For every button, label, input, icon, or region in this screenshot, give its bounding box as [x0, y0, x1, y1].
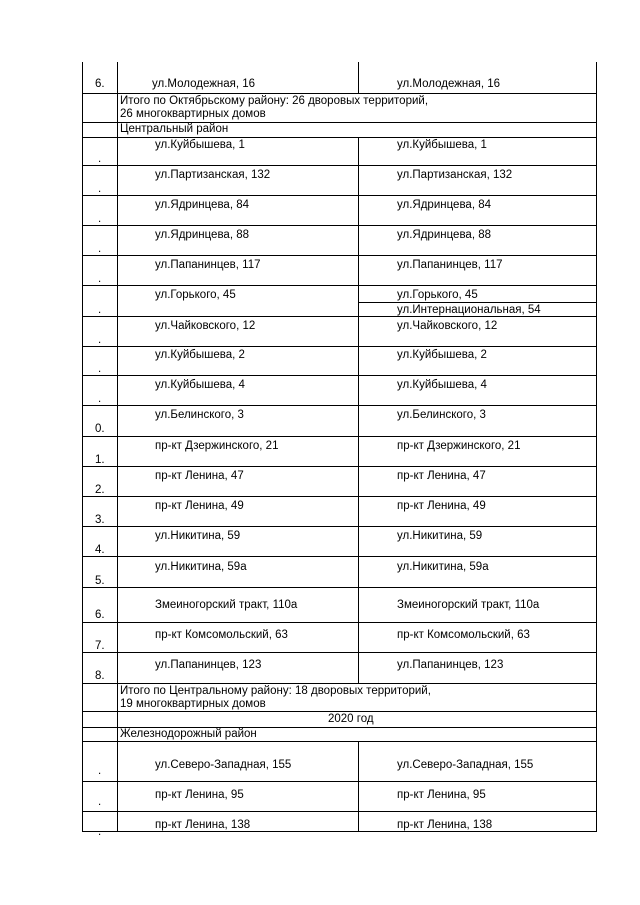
address-cell: ул.Куйбышева, 4 [397, 379, 487, 391]
row-divider [82, 496, 597, 497]
row-divider [82, 195, 597, 196]
row-number: . [98, 765, 102, 777]
row-number: 4. [95, 544, 105, 556]
address-cell: пр-кт Ленина, 95 [155, 789, 244, 801]
table-border-right [596, 62, 597, 831]
row-number: 6. [95, 609, 105, 621]
row-divider [82, 255, 597, 256]
column-divider-address [358, 62, 359, 94]
row-divider [358, 302, 597, 303]
address-cell: ул.Куйбышева, 2 [155, 349, 245, 361]
address-cell: ул.Папанинцев, 123 [155, 659, 262, 671]
address-cell: Змеиногорский тракт, 110а [397, 599, 540, 611]
row-divider [82, 405, 597, 406]
address-cell: ул.Партизанская, 132 [397, 169, 513, 181]
row-number: . [98, 826, 102, 838]
address-cell: ул.Северо-Западная, 155 [155, 759, 292, 771]
address-cell: ул.Интернациональная, 54 [397, 304, 541, 316]
address-cell: ул.Чайковского, 12 [155, 320, 256, 332]
address-cell: пр-кт Ленина, 95 [397, 789, 486, 801]
row-divider [82, 346, 597, 347]
address-cell: пр-кт Ленина, 138 [155, 819, 251, 831]
row-divider [82, 741, 597, 742]
row-number: 5. [95, 575, 105, 587]
address-cell: ул.Горького, 45 [397, 289, 478, 301]
row-divider [82, 711, 597, 712]
address-cell: пр-кт Ленина, 138 [397, 819, 493, 831]
address-cell: ул.Куйбышева, 1 [397, 139, 487, 151]
row-divider [82, 436, 597, 437]
column-divider-address [358, 138, 359, 684]
district-heading: Центральный район [120, 123, 229, 135]
row-number: . [98, 304, 102, 316]
column-divider-address [358, 742, 359, 831]
row-number: 6. [95, 78, 105, 90]
row-divider [82, 137, 597, 138]
row-number: . [98, 273, 102, 285]
address-cell: ул.Папанинцев, 117 [397, 259, 503, 271]
address-cell: пр-кт Ленина, 47 [397, 470, 486, 482]
row-number: . [98, 363, 102, 375]
row-divider [82, 811, 597, 812]
address-cell: ул.Ядринцева, 88 [155, 229, 249, 241]
row-divider [82, 622, 597, 623]
district-summary: Итого по Октябрьскому району: 26 дворовых территорий, [120, 95, 429, 107]
address-cell: ул.Белинского, 3 [397, 409, 486, 421]
row-divider [82, 683, 597, 684]
address-cell: ул.Белинского, 3 [155, 409, 244, 421]
address-cell: ул.Северо-Западная, 155 [397, 759, 534, 771]
address-cell: ул.Куйбышева, 2 [397, 349, 487, 361]
address-cell: ул.Куйбышева, 1 [155, 139, 245, 151]
address-cell: ул.Ядринцева, 84 [155, 199, 249, 211]
row-divider [82, 285, 597, 286]
year-heading: 2020 год [328, 713, 374, 725]
address-cell: ул.Никитина, 59 [155, 530, 241, 542]
row-divider [82, 781, 597, 782]
row-number: . [98, 334, 102, 346]
row-number: 3. [95, 514, 105, 526]
address-cell: ул.Горького, 45 [155, 289, 236, 301]
row-number: . [98, 183, 102, 195]
row-number: 0. [95, 423, 105, 435]
row-number: . [98, 796, 102, 808]
address-cell: пр-кт Ленина, 49 [155, 500, 244, 512]
row-number: . [98, 393, 102, 405]
table-border-left [82, 62, 83, 831]
row-divider [82, 375, 597, 376]
address-cell: ул.Молодежная, 16 [397, 78, 501, 90]
address-cell: пр-кт Комсомольский, 63 [397, 629, 530, 641]
address-cell: ул.Никитина, 59а [397, 561, 489, 573]
row-number: 1. [95, 454, 105, 466]
row-number: 7. [95, 640, 105, 652]
address-cell: ул.Ядринцева, 84 [397, 199, 491, 211]
address-cell: ул.Чайковского, 12 [397, 320, 498, 332]
address-cell: ул.Папанинцев, 123 [397, 659, 504, 671]
address-cell: ул.Молодежная, 16 [152, 78, 256, 90]
address-cell: пр-кт Дзержинского, 21 [155, 440, 279, 452]
district-summary: 26 многоквартирных домов [120, 108, 266, 120]
address-cell: ул.Папанинцев, 117 [155, 259, 261, 271]
row-divider [82, 652, 597, 653]
row-number: 8. [95, 670, 105, 682]
address-cell: пр-кт Ленина, 49 [397, 500, 486, 512]
address-cell: ул.Никитина, 59 [397, 530, 483, 542]
district-heading: Железнодорожный район [120, 728, 257, 740]
row-divider [82, 556, 597, 557]
address-cell: ул.Партизанская, 132 [155, 169, 271, 181]
row-divider [82, 165, 597, 166]
row-number: . [98, 243, 102, 255]
district-summary: 19 многоквартирных домов [120, 698, 266, 710]
address-cell: пр-кт Ленина, 47 [155, 470, 244, 482]
row-number: . [98, 153, 102, 165]
address-cell: ул.Куйбышева, 4 [155, 379, 245, 391]
row-number: . [98, 213, 102, 225]
address-cell: пр-кт Дзержинского, 21 [397, 440, 521, 452]
row-divider [82, 466, 597, 467]
column-divider-number [117, 62, 118, 831]
address-cell: ул.Никитина, 59а [155, 561, 247, 573]
row-divider [82, 225, 597, 226]
row-number: 2. [95, 484, 105, 496]
address-cell: Змеиногорский тракт, 110а [155, 599, 298, 611]
row-divider [82, 93, 597, 94]
address-cell: ул.Ядринцева, 88 [397, 229, 491, 241]
district-summary: Итого по Центральному району: 18 дворовых территорий, [120, 685, 431, 697]
row-divider [82, 526, 597, 527]
row-divider [82, 587, 597, 588]
address-cell: пр-кт Комсомольский, 63 [155, 629, 288, 641]
